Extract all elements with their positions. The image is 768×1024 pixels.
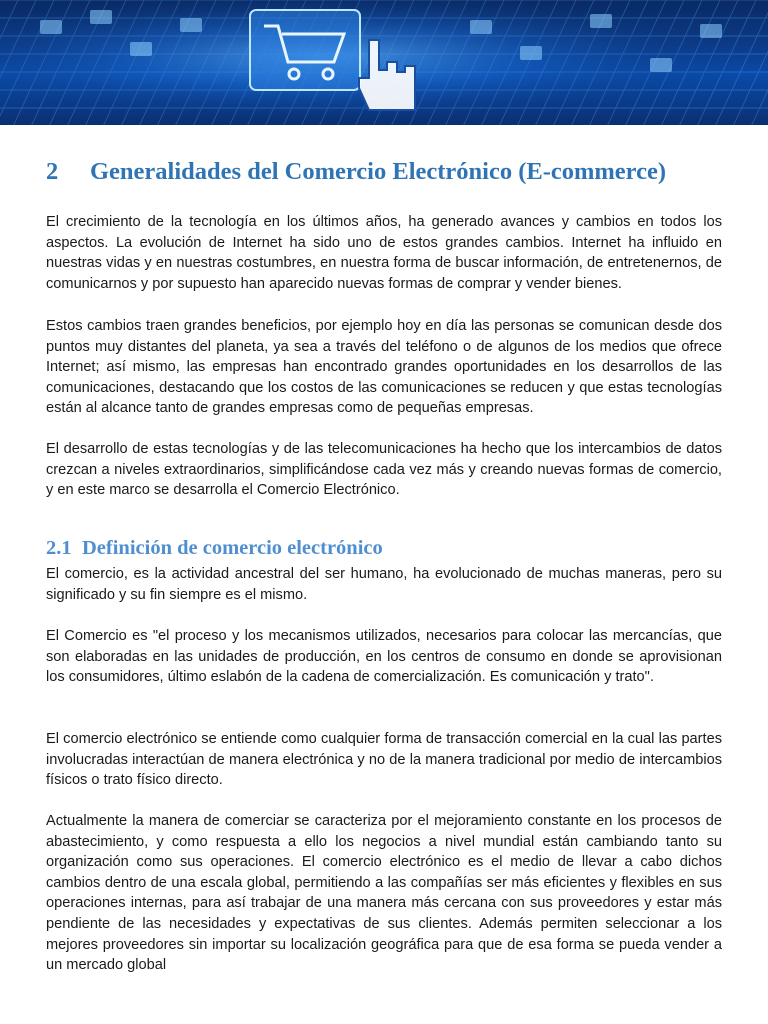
subsection-title: Definición de comercio electrónico bbox=[82, 537, 383, 559]
paragraph: El crecimiento de la tecnología en los últimos años, ha generado avances y cambios en todos los aspectos. La evolución de Internet ha sido uno de estos grandes cambios. Internet ha influido en nuestras vidas y en nuestras costumbres, en nuestra forma de buscar información, de entretenernos, de comunicarnos y por supuesto han aparecido nuevas formas de comprar y vender bienes. bbox=[46, 214, 722, 292]
subsection-number: 2.1 bbox=[46, 537, 72, 559]
section-heading bbox=[46, 158, 666, 186]
paragraph: El desarrollo de estas tecnologías y de las telecomunicaciones ha hecho que los intercambios de datos crezcan a niveles extraordinarios, simplificándose cada vez más y creando nuevas formas de comercio, y en este marco se desarrolla el Comercio Electrónico. bbox=[46, 441, 722, 499]
header-banner-image bbox=[0, 0, 768, 125]
paragraph: Actualmente la manera de comerciar se caracteriza por el mejoramiento constante en los procesos de abastecimiento, y como respuesta a ello los negocios a nivel mundial están cambiando tanto su organización como sus operaciones. El comercio electrónico es el medio de llevar a cabo dichos cambios dentro de una escala global, permitiendo a las compañías ser más eficientes y flexibles en sus operaciones internas, para así trabajar de una manera más cercana con sus proveedores y estar más pendiente de las necesidades y expectativas de sus clientes. Además permiten seleccionar a los mejores proveedores sin importar su localización geográfica para que de esa forma se pueda vender a un mercado global bbox=[46, 813, 722, 974]
section-number: 2 bbox=[46, 158, 59, 185]
paragraph: El Comercio es "el proceso y los mecanismos utilizados, necesarios para colocar las mercancías, que son elaboradas en las unidades de producción, en los centros de consumo en donde se aprovisionan los consumidores, último eslabón de la cadena de comercialización. Es comunicación y trato". bbox=[46, 628, 722, 686]
paragraph: Estos cambios traen grandes beneficios, por ejemplo hoy en día las personas se comunican desde dos puntos muy distantes del planeta, ya sea a través del teléfono o de algunos de los medios que ofrece Internet; así mismo, las empresas han encontrado grandes oportunidades en los desarrollos de las comunicaciones, destacando que los costos de las comunicaciones se reducen y que estas tecnologías están al alcance tanto de grandes empresas como de pequeñas empresas. bbox=[46, 318, 722, 417]
subsection-heading bbox=[46, 537, 383, 560]
paragraph: El comercio, es la actividad ancestral del ser humano, ha evolucionado de muchas maneras, pero su significado y su fin siempre es el mismo. bbox=[46, 566, 722, 603]
shopping-cart-icon bbox=[250, 10, 360, 90]
section-title: Generalidades del Comercio Electrónico (E-commerce) bbox=[90, 158, 667, 185]
paragraph: El comercio electrónico se entiende como cualquier forma de transacción comercial en la cual las partes involucradas interactúan de manera electrónica y no de la manera tradicional por medio de intercambios físicos o trato físico directo. bbox=[46, 731, 722, 789]
